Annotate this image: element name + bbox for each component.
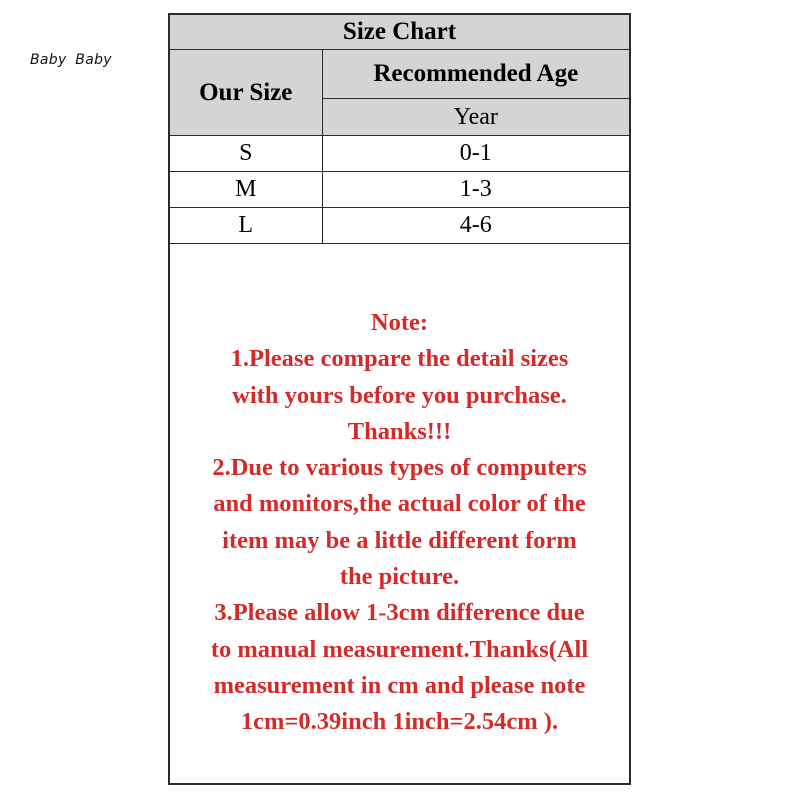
size-chart-sheet: [168, 13, 631, 785]
watermark-text: Baby Baby: [30, 52, 112, 68]
note-line: measurement in cm and please note: [213, 671, 586, 699]
table-row: [170, 172, 629, 208]
note-line: item may be a little different form: [222, 526, 577, 554]
size-cell: S: [170, 136, 322, 172]
note-line: 1cm=0.39inch 1inch=2.54cm ).: [240, 708, 559, 736]
note-line: with yours before you purchase.: [232, 381, 567, 409]
table-row: [170, 208, 629, 244]
size-cell: M: [170, 172, 322, 208]
table-row: [170, 136, 629, 172]
size-chart-title: Size Chart: [170, 15, 629, 50]
note-line: and monitors,the actual color of the: [213, 490, 586, 518]
note-line: 3.Please allow 1-3cm difference due: [214, 599, 585, 627]
age-cell: 0-1: [322, 136, 629, 172]
our-size-header: Our Size: [170, 50, 322, 136]
size-cell: L: [170, 208, 322, 244]
note-line: the picture.: [339, 563, 460, 591]
note-block: [170, 305, 629, 741]
note-line: Thanks!!!: [347, 417, 452, 445]
note-line: 2.Due to various types of computers: [212, 454, 587, 482]
note-line: 1.Please compare the detail sizes: [230, 345, 569, 373]
note-heading: Note:: [370, 309, 429, 336]
year-unit-header: Year: [322, 99, 629, 136]
note-line: to manual measurement.Thanks(All: [210, 635, 589, 663]
age-cell: 1-3: [322, 172, 629, 208]
recommended-age-header: Recommended Age: [322, 50, 629, 99]
size-chart-table: [170, 15, 629, 244]
age-cell: 4-6: [322, 208, 629, 244]
